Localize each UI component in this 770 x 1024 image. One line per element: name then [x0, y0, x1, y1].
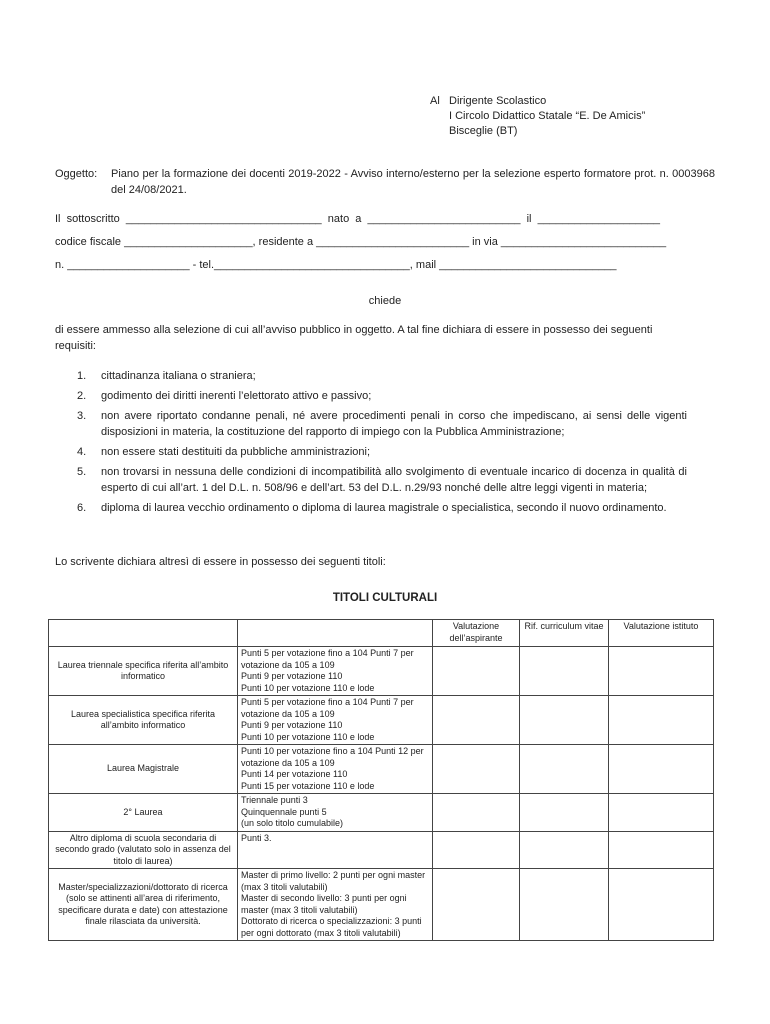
requirements-list [55, 368, 687, 520]
table-row [49, 831, 714, 869]
cv-reference-cell[interactable] [520, 745, 609, 794]
title-cell: Laurea specialistica specifica riferita all’ambito informatico [49, 696, 238, 745]
points-line: Punti 9 per votazione 110 [241, 720, 343, 730]
recipient-line: Bisceglie (BT) [449, 125, 518, 137]
table-header-cell [49, 620, 238, 647]
points-line: Punti 9 per votazione 110 [241, 671, 343, 681]
requirement-item [55, 464, 687, 496]
table-header-cell: Rif. curriculum vitae [520, 620, 609, 647]
requirement-text: non avere riportato condanne penali, né avere procedimenti penali in corso che impediscano, ai sensi delle vigenti disposizioni in materia, la costituzione del rapporto di impiego con la Pubblica Amministrazione; [101, 410, 687, 438]
points-line: Master di primo livello: 2 punti per ogni master (max 3 titoli valutabili) [241, 870, 426, 892]
points-cell [238, 794, 433, 832]
requirement-text: cittadinanza italiana o straniera; [101, 370, 256, 382]
points-cell [238, 696, 433, 745]
form-line-contact[interactable]: n. ____________________ - tel.________________________________, mail _____________________________ [55, 259, 617, 271]
requirement-item [55, 368, 687, 384]
table-row [49, 869, 714, 941]
points-line: Triennale punti 3 [241, 795, 308, 805]
points-line: Punti 15 per votazione 110 e lode [241, 780, 375, 791]
titles-statement: Lo scrivente dichiara altresì di essere in possesso dei seguenti titoli: [55, 556, 386, 568]
candidate-score-cell[interactable] [433, 647, 520, 696]
table-header-cell [238, 620, 433, 647]
requirement-number: 4. [77, 446, 87, 458]
candidate-score-cell[interactable] [433, 696, 520, 745]
school-score-cell[interactable] [609, 831, 714, 869]
candidate-score-cell[interactable] [433, 745, 520, 794]
points-line: Master di secondo livello: 3 punti per ogni master (max 3 titoli valutabili) [241, 893, 407, 915]
requirement-number: 5. [77, 466, 87, 478]
table-title: TITOLI CULTURALI [332, 592, 438, 604]
table-header-row [49, 620, 714, 647]
requirement-number: 2. [77, 390, 87, 402]
requirement-item [55, 500, 687, 516]
school-score-cell[interactable] [609, 745, 714, 794]
school-score-cell[interactable] [609, 794, 714, 832]
table-row [49, 745, 714, 794]
points-line: Dottorato di ricerca o specializzazioni: 3 punti per ogni dottorato (max 3 titoli valutabili) [241, 916, 422, 938]
title-cell: Altro diploma di scuola secondaria di secondo grado (valutato solo in assenza del titolo di laurea) [49, 831, 238, 869]
points-line: Punti 10 per votazione 110 e lode [241, 731, 375, 742]
cv-reference-cell[interactable] [520, 869, 609, 941]
points-cell [238, 831, 433, 869]
requirement-number: 6. [77, 502, 87, 514]
requirement-text: godimento dei diritti inerenti l’elettorato attivo e passivo; [101, 390, 372, 402]
candidate-score-cell[interactable] [433, 831, 520, 869]
requirement-text: non essere stati destituiti da pubbliche amministrazioni; [101, 446, 371, 458]
table-header-cell: Valutazione dell’aspirante [433, 620, 520, 647]
recipient-line: Dirigente Scolastico [449, 95, 547, 107]
recipient-line: I Circolo Didattico Statale “E. De Amicis” [449, 110, 646, 122]
points-line: Punti 3. [241, 832, 272, 843]
title-cell: Laurea triennale specifica riferita all’ambito informatico [49, 647, 238, 696]
points-line: Punti 5 per votazione fino a 104 Punti 7 per votazione da 105 a 109 [241, 648, 414, 670]
table-row [49, 696, 714, 745]
table-row [49, 647, 714, 696]
intro-paragraph: di essere ammesso alla selezione di cui all’avviso pubblico in oggetto. A tal fine dichiara di essere in possesso dei seguenti requisiti: [55, 324, 653, 352]
titles-table [48, 619, 714, 941]
points-line: Punti 10 per votazione 110 e lode [241, 682, 375, 693]
table-header-cell: Valutazione istituto [609, 620, 714, 647]
points-line: Punti 14 per votazione 110 [241, 769, 348, 779]
cv-reference-cell[interactable] [520, 831, 609, 869]
subject-text: Piano per la formazione dei docenti 2019-2022 - Avviso interno/esterno per la selezione esperto formatore prot. n. 0003968 del 24/08/2021. [111, 168, 715, 196]
candidate-score-cell[interactable] [433, 869, 520, 941]
school-score-cell[interactable] [609, 647, 714, 696]
points-line: Quinquennale punti 5 [241, 806, 327, 817]
candidate-score-cell[interactable] [433, 794, 520, 832]
points-cell [238, 869, 433, 941]
requirement-number: 1. [77, 370, 87, 382]
requirement-text: diploma di laurea vecchio ordinamento o diploma di laurea magistrale o specialistica, secondo il nuovo ordinamento. [101, 502, 667, 514]
table-row [49, 794, 714, 832]
school-score-cell[interactable] [609, 696, 714, 745]
points-cell [238, 745, 433, 794]
points-line: Punti 10 per votazione fino a 104 Punti 12 per votazione da 105 a 109 [241, 746, 424, 768]
points-cell [238, 647, 433, 696]
requirement-item [55, 388, 687, 404]
requirement-text: non trovarsi in nessuna delle condizioni di incompatibilità allo svolgimento di eventuale incarico di docenza in qualità di esperto di cui all’art. 1 del D.L. n. 508/96 e dell’art. 53 del D.L. n.29/93 nonché delle altre leggi vigenti in materia; [101, 466, 687, 494]
subject-label: Oggetto: [55, 168, 98, 180]
title-cell: 2° Laurea [49, 794, 238, 832]
requirement-item [55, 444, 687, 460]
cv-reference-cell[interactable] [520, 794, 609, 832]
cv-reference-cell[interactable] [520, 696, 609, 745]
recipient-prefix: Al [430, 95, 440, 107]
chiede-heading: chiede [368, 295, 402, 307]
form-line-name[interactable]: Il sottoscritto ________________________________ nato a _________________________ il ____________________ [55, 213, 660, 225]
form-line-fiscal[interactable]: codice fiscale _____________________, residente a _________________________ in via ___________________________ [55, 236, 667, 248]
subject-block [55, 166, 715, 198]
requirement-item [55, 408, 687, 440]
requirement-number: 3. [77, 410, 87, 422]
points-line: Punti 5 per votazione fino a 104 Punti 7 per votazione da 105 a 109 [241, 697, 414, 719]
points-line: (un solo titolo cumulabile) [241, 818, 344, 828]
recipient-block [430, 94, 645, 139]
school-score-cell[interactable] [609, 869, 714, 941]
title-cell: Laurea Magistrale [49, 745, 238, 794]
title-cell: Master/specializzazioni/dottorato di ricerca (solo se attinenti all’area di riferimento, specificare durata e date) con attestazione finale rilasciata da università. [49, 869, 238, 941]
cv-reference-cell[interactable] [520, 647, 609, 696]
